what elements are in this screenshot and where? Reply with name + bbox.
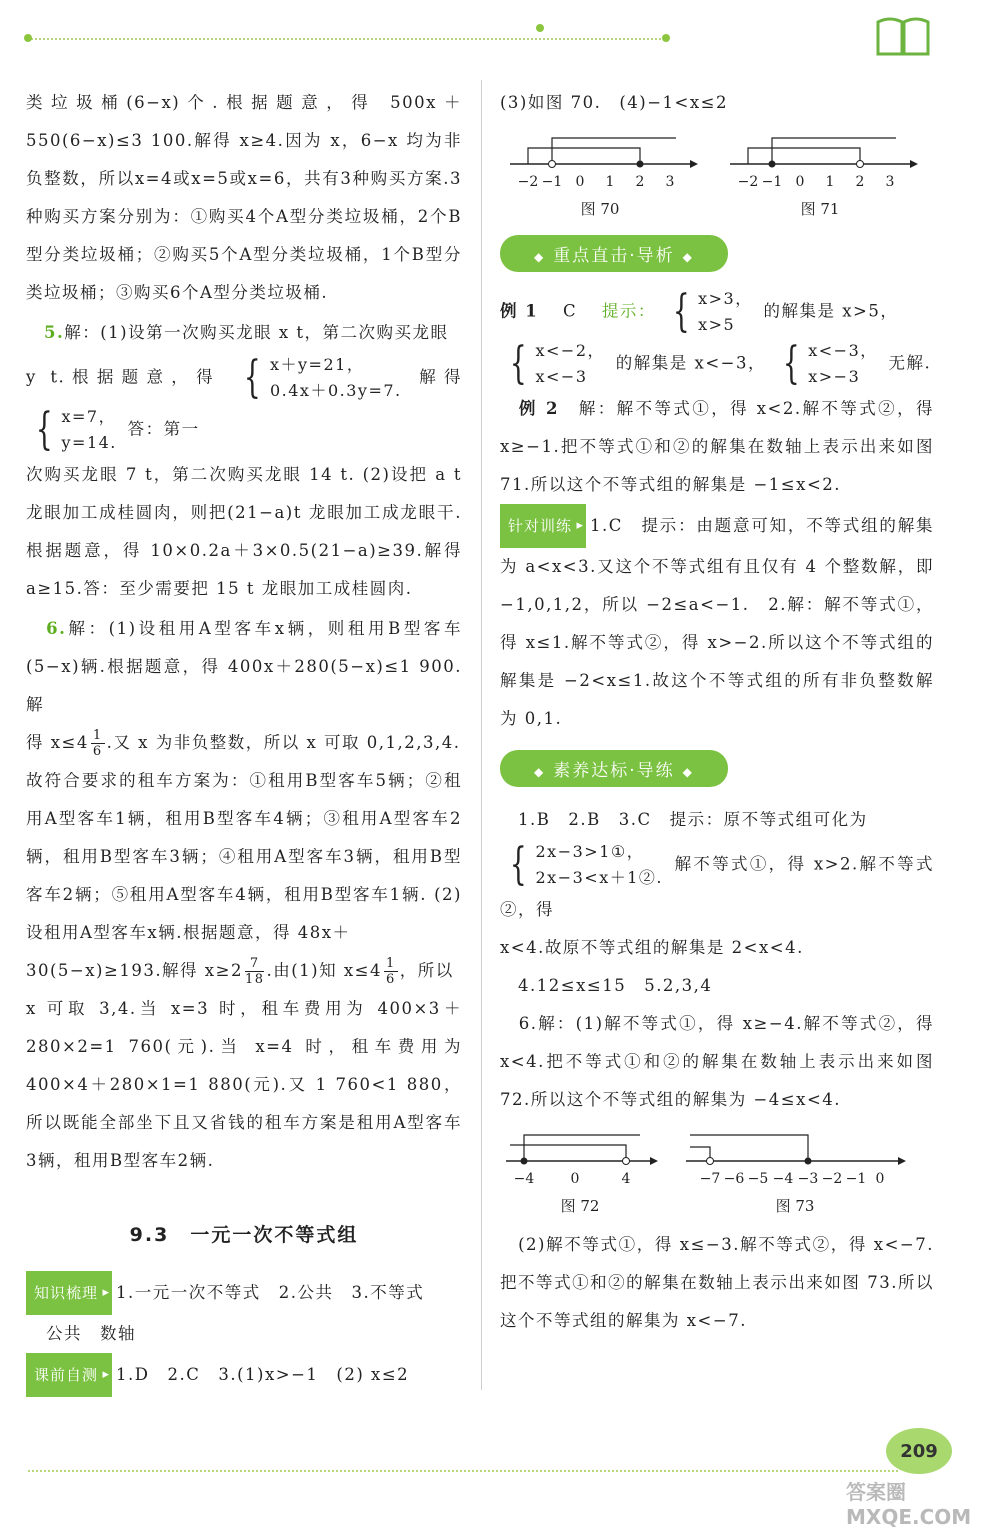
inequality-system: { x>3， x>5 [672,286,753,337]
inequality-system: { x<−3， x>−3 [782,338,878,389]
denominator: 6 [385,972,396,987]
rule-dot [536,24,544,32]
numerator: 1 [92,728,103,743]
rule-dot [24,34,32,42]
answer-line [26,724,462,762]
figure-caption: 图 70 [580,200,620,218]
tick-label: −5 [747,1171,769,1187]
denominator: 18 [244,972,265,987]
figure-row [500,1125,934,1216]
section-banner: ◆ 重点直击·导析 ◆ [500,235,728,272]
answer-line: x<4.故原不等式组的解集是 2<x<4. [500,938,804,957]
answer-paragraph: 故符合要求的租车方案为：①租用B型客车5辆；②租用A型客车1辆，租用B型客车4辆；③租用A型客车2辆，租用B型客车3辆；④租用A型客车3辆，租用B型客车2辆；⑤租用A型客车4辆，租用B型客车1辆. (2)设租用A型客车x辆.根据题意，得 48x＋ [26,771,462,942]
page-number: 209 [886,1428,952,1474]
example-1 [500,286,934,338]
tick-label: 0 [570,1171,580,1187]
equation-line: x<−3， [808,341,878,360]
answer-paragraph: 次购买龙眼 7 t，第二次购买龙眼 14 t. (2)设把 a t 龙眼加工成桂圆肉，则把(21−a)t 龙眼加工成龙眼干.根据题意，得 10×0.2a＋3×0.5(21−a)≥39.解得 a≥15.答：至少需要把 15 t 龙眼加工成桂圆肉. [26,465,462,598]
tick-label: −2 [737,174,759,190]
answer-line [26,952,462,990]
equation-line: x＋y=21， [269,355,365,374]
tick-label: 0 [575,174,585,190]
question-number: 5. [44,323,65,342]
text: 答：第一 [127,419,200,439]
top-dotted-rule [28,38,668,40]
tick-label: 1 [825,174,835,190]
equation-line: y=14. [61,433,117,452]
text: 无解. [888,353,932,373]
text: 6.解：(1)解不等式①，得 x≥−4.解不等式②，得 x<4.把不等式①和②的解集在数轴上表示出来如图 72.所以这个不等式组的解集为 −4≤x<4. [500,1014,935,1109]
example-2 [500,390,934,504]
tick-label: −3 [797,1171,819,1187]
figure-70 [500,128,700,219]
text: 1.C 提示：由题意可知，不等式组的解集为 a<x<3.又这个不等式组有且仅有 4 个整数解，即 −1,0,1,2，所以 −2≤a<−1. 2.解：解不等式①，得 x≤1.解不等式②，得 x>−2.所以这个不等式组的解集是 −2<x≤1.故这个不等式组的所有非负整数解为 0,1. [500,516,934,728]
text: 1.D 2.C 3.(1)x>−1 (2) x≤2 [116,1365,410,1384]
banner-label: 导练 [636,761,675,781]
tick-label: −1 [845,1171,867,1187]
answer-line [500,967,934,1005]
banner-label: 素养达标 [553,761,630,781]
figure-caption: 图 72 [560,1197,600,1215]
left-column [26,84,462,1397]
text: 30(5−x)≥193.解得 x≥2 [26,961,243,980]
tick-label: −1 [541,174,563,190]
text: .又 x 为非负整数，所以 x 可取 0,1,2,3,4. [106,733,461,752]
text: ，所以 [399,961,454,980]
fraction [91,728,105,759]
figure-caption: 图 71 [800,200,840,218]
example-1-cont [500,338,934,390]
answer-line [500,839,934,929]
text: 的解集是 x<−3， [615,353,766,373]
figure-73 [680,1125,910,1216]
tick-label: 3 [665,174,675,190]
watermark: 答案圈 MXQE.COM [846,1480,972,1529]
text: 4.12≤x≤15 5.2,3,4 [518,976,713,995]
equation-line: 2x−3>1①， [535,842,645,861]
equation-line: x=7， [61,407,117,426]
section-banner: ◆ 素养达标·导练 ◆ [500,750,728,787]
question-5-system [26,352,462,456]
answer-line: (3)如图 70. (4)−1<x≤2 [500,93,729,112]
inequality-system: { x<−2， x<−3 [509,338,606,389]
column-divider [481,80,482,1390]
equation-line: x>5 [698,315,736,334]
tick-label: 1 [605,174,615,190]
text: 解：解不等式①，得 x<2.解不等式②，得 x≥−1.把不等式①和②的解集在数轴上表示出来如图 71.所以这个不等式组的解集是 −1≤x<2. [500,399,935,494]
tick-label: 0 [795,174,805,190]
targeted-training [500,504,934,738]
text: 公共 数轴 [46,1324,136,1343]
answer-line [500,801,934,839]
equation-line: x<−3 [535,367,588,386]
bottom-dotted-rule [28,1470,898,1472]
tick-label: −2 [821,1171,843,1187]
fraction [245,956,265,987]
answer-paragraph: 类垃圾桶(6−x)个.根据题意，得 500x＋550(6−x)≤3 100.解得 x≥4.因为 x，6−x 均为非负整数，所以x=4或x=5或x=6，共有3种购买方案.3种购买方案分别为：①购买4个A型分类垃圾桶，2个B型分类垃圾桶；②购买5个A型分类垃圾桶，1个B型分类垃圾桶；③购买6个A型分类垃圾桶. [26,93,462,302]
text: 解：(1)设租用A型客车x辆，则租用B型客车(5−x)辆.根据题意，得 400x＋280(5−x)≤1 900.解 [26,619,463,714]
text: 解得 [419,367,462,387]
text: 1.一元一次不等式 2.公共 3.不等式 [116,1283,425,1302]
knowledge-summary [26,1271,462,1315]
tick-label: 2 [635,174,645,190]
text: C [562,301,578,321]
tick-label: −2 [517,174,539,190]
tick-label: −6 [723,1171,745,1187]
hint-label: 提示： [601,301,656,321]
text: 得 x≤4 [26,733,89,752]
number-line [500,128,700,192]
example-label: 例 1 [500,301,539,321]
inequality-system: { 2x−3>1①， 2x−3<x＋1②. [509,839,663,890]
example-label: 例 2 [518,399,559,418]
equation-system: { x＋y=21， 0.4x＋0.3y=7. [244,352,402,403]
number-line [720,128,920,192]
number-line [680,1125,910,1189]
figure-row [500,128,934,219]
tick-label: 0 [875,1171,885,1187]
equation-line: 2x−3<x＋1②. [535,868,663,887]
section-tag: 课前自测 ▸ [26,1353,112,1397]
tick-label: −4 [772,1171,794,1187]
tick-label: 3 [885,174,895,190]
section-tag: 针对训练 ▸ [500,504,586,548]
question-number: 6. [46,619,67,638]
section-tag: 知识梳理 ▸ [26,1271,112,1315]
numerator: 1 [385,956,396,971]
section-title: 9.3 一元一次不等式组 [129,1224,359,1246]
fraction [384,956,398,987]
tick-label: −1 [761,174,783,190]
pre-class-test [26,1353,462,1397]
equation-system: { x=7， y=14. [35,404,117,455]
equation-line: x>3， [698,289,753,308]
banner-label: 重点直击 [553,246,630,266]
number-line [500,1125,660,1189]
text: 解：(1)设第一次购买龙眼 x t，第二次购买龙眼 [64,323,449,342]
text: y t.根据题意，得 [26,367,221,387]
knowledge-summary-cont [26,1315,462,1353]
rule-dot [662,34,670,42]
banner-label: 导析 [636,246,675,266]
denominator: 6 [92,744,103,759]
answer-paragraph [500,1226,934,1340]
equation-line: x<−2， [535,341,606,360]
answer-paragraph [500,1005,934,1119]
tick-label: 4 [621,1171,631,1187]
tick-label: 2 [855,174,865,190]
right-column [500,84,934,1340]
text: 1.B 2.B 3.C 提示：原不等式组可化为 [518,810,868,829]
figure-caption: 图 73 [775,1197,815,1215]
equation-line: x>−3 [808,367,861,386]
question-6 [26,610,462,724]
tick-label: −7 [699,1171,721,1187]
figure-71 [720,128,920,219]
numerator: 7 [245,956,265,972]
text: .由(1)知 x≤4 [266,961,382,980]
figure-72 [500,1125,660,1216]
text: (2)解不等式①，得 x≤−3.解不等式②，得 x<−7.把不等式①和②的解集在数轴上表示出来如图 73.所以这个不等式组的解集为 x<−7. [500,1235,935,1330]
equation-line: 0.4x＋0.3y=7. [269,381,402,400]
text: 解不等式①，得 x>2.解不等式②，得 [500,854,934,919]
text: 的解集是 x>5， [763,301,899,321]
tick-label: −4 [513,1171,535,1187]
question-5 [26,314,462,352]
answer-paragraph: x 可取 3,4.当 x=3 时，租车费用为 400×3＋280×2=1 760(元).当 x=4 时，租车费用为 400×4＋280×1=1 880(元).又 1 760<1 880，所以既能全部坐下且又省钱的租车方案是租用A型客车3辆，租用B型客车2辆. [26,999,462,1170]
book-icon [874,14,932,58]
